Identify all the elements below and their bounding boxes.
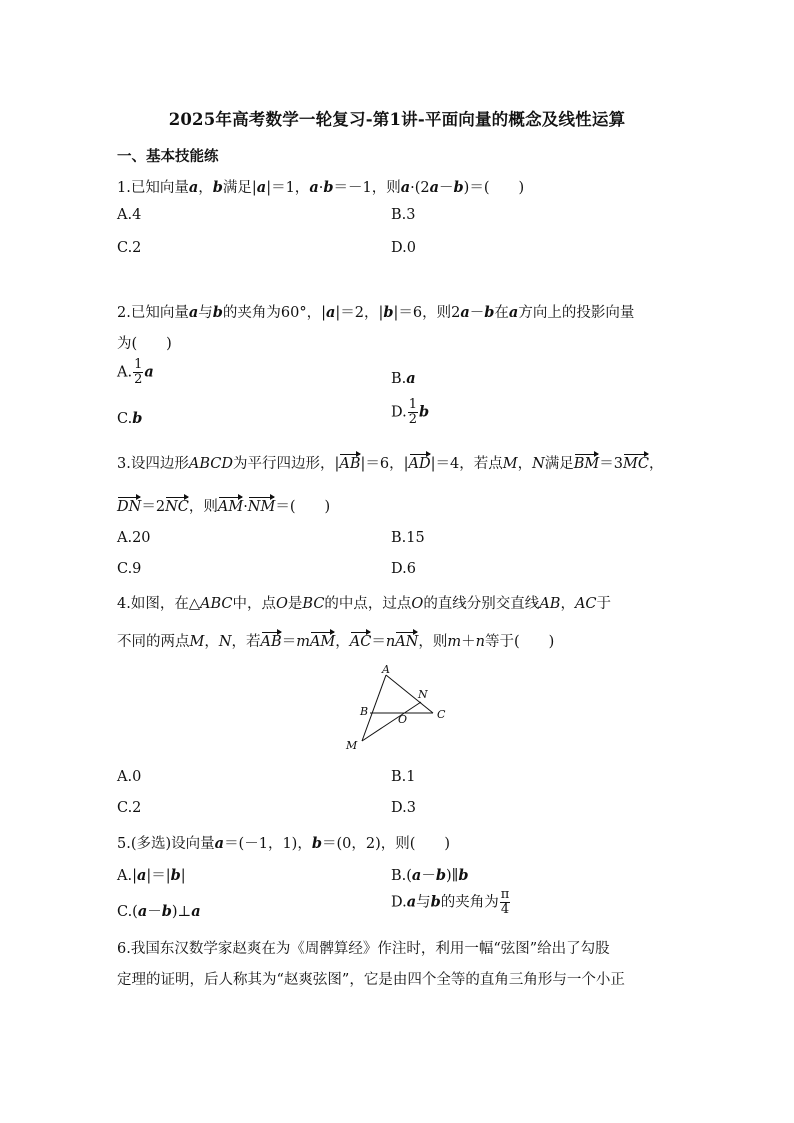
question-5 bbox=[117, 832, 450, 853]
fraction-one-half bbox=[408, 398, 418, 427]
section-heading: 一、基本技能练 bbox=[117, 148, 219, 165]
page-title: 2025年高考数学一轮复习-第1讲-平面向量的概念及线性运算 bbox=[168, 110, 626, 129]
fraction-one-half bbox=[133, 358, 143, 387]
q1-number: 1. bbox=[117, 180, 131, 196]
vector-AM: AM bbox=[217, 499, 244, 515]
label-N: N bbox=[418, 688, 428, 701]
q1-text: · bbox=[318, 180, 324, 196]
vector-a: a bbox=[137, 903, 148, 920]
question-2-line-2: 为( ) bbox=[117, 336, 172, 352]
q4-text: n bbox=[475, 634, 485, 650]
q4-text: 是 bbox=[287, 596, 303, 612]
q5-text: )⊥ bbox=[171, 904, 192, 920]
vector-MC: MC bbox=[623, 456, 649, 472]
vector-DN: DN bbox=[117, 499, 142, 515]
vector-AC: AC bbox=[349, 634, 372, 650]
vector-a: a bbox=[188, 304, 199, 321]
q4-text: 中，点 bbox=[232, 596, 276, 612]
q4-text: ＝ bbox=[281, 634, 297, 650]
q4-text: m bbox=[296, 634, 310, 650]
vector-AD: AD bbox=[408, 456, 431, 472]
vector-AB: AB bbox=[339, 456, 361, 472]
vector-b: b bbox=[484, 304, 495, 321]
q2-text: |＝6，则2 bbox=[393, 305, 461, 321]
question-6-line-2: 定理的证明，后人称其为“赵爽弦图”，它是由四个全等的直角三角形与一个小正 bbox=[117, 972, 625, 988]
vector-a: a bbox=[406, 370, 416, 387]
vector-b: b bbox=[132, 410, 143, 427]
q5-text: ＝(0，2)，则( ) bbox=[321, 836, 451, 852]
q1-option-a: A.4 bbox=[117, 207, 142, 223]
vector-BM: BM bbox=[573, 456, 600, 472]
label-C: C bbox=[437, 708, 446, 721]
q2-text: 2.已知向量 bbox=[117, 305, 189, 321]
q5-text: － bbox=[147, 904, 162, 920]
vector-a: a bbox=[508, 304, 519, 321]
q4-text: ， bbox=[204, 634, 219, 650]
q1-text: ·(2 bbox=[410, 180, 430, 196]
q3-text: ABCD bbox=[188, 456, 233, 472]
numerator: π bbox=[500, 887, 510, 902]
q1-text: 满足| bbox=[222, 180, 257, 196]
q5-text: 5.(多选)设向量 bbox=[117, 836, 215, 852]
q3-text: |＝6，| bbox=[360, 456, 409, 472]
q3-text: 3.设四边形 bbox=[117, 456, 189, 472]
q5-text: 的夹角为 bbox=[440, 894, 499, 911]
vector-b: b bbox=[161, 903, 172, 920]
vector-AB: AB bbox=[260, 634, 282, 650]
option-label: D. bbox=[391, 404, 407, 421]
q5-text: |＝| bbox=[146, 868, 171, 884]
denominator: 2 bbox=[134, 372, 143, 387]
numerator: 1 bbox=[134, 357, 143, 372]
q4-option-b: B.1 bbox=[391, 769, 416, 785]
q4-text: AC bbox=[574, 596, 597, 612]
triangle-figure bbox=[330, 660, 470, 760]
vector-NC: NC bbox=[165, 499, 189, 515]
vector-b: b bbox=[323, 179, 334, 196]
q2-option-d bbox=[391, 398, 429, 427]
vector-a: a bbox=[309, 179, 319, 196]
q4-text: ， bbox=[335, 634, 350, 650]
vector-b: b bbox=[419, 403, 430, 421]
q2-text: 在 bbox=[494, 305, 509, 321]
q1-text: )＝( ) bbox=[463, 180, 525, 196]
q2-text: － bbox=[469, 305, 485, 321]
q4-text: 的中点，过点 bbox=[324, 596, 412, 612]
vector-a: a bbox=[411, 867, 422, 884]
question-4-line-2 bbox=[117, 630, 554, 651]
q5-text: D. bbox=[391, 894, 407, 911]
q1-text: ， bbox=[198, 180, 213, 196]
q4-text: O bbox=[276, 596, 288, 612]
line-MN bbox=[362, 702, 421, 741]
q4-text: n bbox=[385, 634, 396, 650]
vector-a: a bbox=[256, 179, 267, 196]
option-label: B. bbox=[391, 371, 407, 387]
q4-text: ＝ bbox=[371, 634, 386, 650]
question-1 bbox=[117, 176, 524, 197]
q4-text: m bbox=[447, 634, 462, 650]
q3-text: · bbox=[243, 499, 248, 515]
q4-text: AB bbox=[539, 596, 561, 612]
label-A: A bbox=[382, 663, 390, 676]
q2-text: 的夹角为60°，| bbox=[222, 305, 326, 321]
q1-text: ＝－1，则 bbox=[333, 180, 401, 196]
q2-option-b bbox=[391, 370, 416, 387]
q2-option-c bbox=[117, 410, 142, 427]
q4-text: 于 bbox=[596, 596, 612, 612]
vector-AM: AM bbox=[309, 634, 336, 650]
q3-text: ＝( ) bbox=[275, 499, 331, 515]
vector-a: a bbox=[429, 179, 440, 196]
vector-b: b bbox=[453, 179, 464, 196]
q4-option-c: C.2 bbox=[117, 800, 142, 816]
vector-b: b bbox=[435, 867, 446, 884]
q4-text: ， bbox=[560, 596, 575, 612]
vector-b: b bbox=[212, 179, 223, 196]
q5-text: C.( bbox=[117, 904, 138, 920]
vector-b: b bbox=[311, 835, 322, 852]
vector-a: a bbox=[325, 304, 336, 321]
question-3-line-2 bbox=[117, 495, 330, 516]
q5-text: － bbox=[421, 868, 436, 884]
q3-option-d: D.6 bbox=[391, 561, 416, 577]
figure-lines bbox=[362, 675, 433, 741]
q4-text: ＋ bbox=[461, 634, 476, 650]
vector-a: a bbox=[214, 835, 225, 852]
q1-text: 已知向量 bbox=[130, 180, 189, 196]
q1-option-b: B.3 bbox=[391, 207, 416, 223]
q4-text: O bbox=[411, 596, 424, 612]
vector-a: a bbox=[144, 363, 154, 381]
vector-a: a bbox=[188, 179, 199, 196]
denominator: 4 bbox=[500, 902, 510, 917]
q1-text: |＝1， bbox=[266, 180, 310, 196]
denominator: 2 bbox=[408, 412, 417, 427]
question-4 bbox=[117, 592, 611, 613]
q5-option-a bbox=[117, 864, 186, 885]
q5-text: 与 bbox=[416, 894, 431, 911]
question-2 bbox=[117, 301, 634, 322]
vector-b: b bbox=[430, 893, 441, 911]
vector-a: a bbox=[406, 893, 417, 911]
vector-a: a bbox=[460, 304, 470, 321]
q4-option-a: A.0 bbox=[117, 769, 142, 785]
q3-option-b: B.15 bbox=[391, 530, 425, 546]
q3-option-a: A.20 bbox=[117, 530, 151, 546]
q4-text: BC bbox=[302, 596, 325, 612]
q3-text: 满足 bbox=[544, 456, 574, 472]
vector-a: a bbox=[400, 179, 411, 196]
q5-option-b bbox=[391, 864, 468, 885]
q5-text: )∥ bbox=[445, 868, 459, 884]
q5-text: | bbox=[180, 868, 186, 884]
q5-text: ＝(－1，1)， bbox=[224, 836, 312, 852]
vector-b: b bbox=[458, 867, 469, 884]
label-M: M bbox=[346, 739, 358, 752]
q2-text: |＝2，| bbox=[335, 305, 384, 321]
q4-text: ，则 bbox=[418, 634, 448, 650]
q3-text: ＝3 bbox=[599, 456, 624, 472]
fraction-pi-over-4 bbox=[500, 888, 511, 917]
q2-option-a bbox=[117, 358, 154, 387]
q4-text: N bbox=[218, 634, 232, 650]
q4-text: 等于( ) bbox=[484, 634, 555, 650]
q1-option-d: D.0 bbox=[391, 240, 416, 256]
q3-text: M bbox=[502, 456, 518, 472]
q3-text: ，则 bbox=[188, 499, 218, 515]
q4-text: 4.如图，在△ bbox=[117, 596, 200, 612]
q4-text: ABC bbox=[200, 596, 233, 612]
vector-b: b bbox=[383, 304, 394, 321]
q5-text: A.| bbox=[117, 868, 137, 884]
q4-option-d: D.3 bbox=[391, 800, 416, 816]
q3-text: 为平行四边形，| bbox=[232, 456, 340, 472]
q1-option-c: C.2 bbox=[117, 240, 142, 256]
label-B: B bbox=[360, 705, 369, 718]
q5-text: B.( bbox=[391, 868, 412, 884]
q4-text: ，若 bbox=[231, 634, 261, 650]
option-label: C. bbox=[117, 411, 133, 427]
vector-NM: NM bbox=[247, 499, 276, 515]
option-label: A. bbox=[117, 364, 133, 381]
q2-text: 与 bbox=[198, 305, 213, 321]
question-3 bbox=[117, 452, 663, 473]
q3-text: |＝4，若点 bbox=[430, 456, 503, 472]
q5-option-d bbox=[391, 888, 511, 917]
question-6: 6.我国东汉数学家赵爽在为《周髀算经》作注时，利用一幅“弦图”给出了勾股 bbox=[117, 941, 610, 957]
q3-text: ， bbox=[648, 456, 664, 472]
vector-a: a bbox=[191, 903, 201, 920]
q5-option-c bbox=[117, 900, 201, 921]
vector-b: b bbox=[212, 304, 223, 321]
label-O: O bbox=[398, 713, 408, 726]
q1-text: － bbox=[439, 180, 454, 196]
q3-option-c: C.9 bbox=[117, 561, 142, 577]
q2-text: 方向上的投影向量 bbox=[518, 305, 635, 321]
q4-text: M bbox=[189, 634, 205, 650]
q3-text: ＝2 bbox=[141, 499, 166, 515]
q3-text: ， bbox=[517, 456, 533, 472]
vector-b: b bbox=[170, 867, 181, 884]
vector-AN: AN bbox=[395, 634, 419, 650]
vector-a: a bbox=[136, 867, 147, 884]
numerator: 1 bbox=[408, 397, 417, 412]
q4-text: 的直线分别交直线 bbox=[423, 596, 540, 612]
q4-text: 不同的两点 bbox=[117, 634, 190, 650]
q3-text: N bbox=[532, 456, 545, 472]
